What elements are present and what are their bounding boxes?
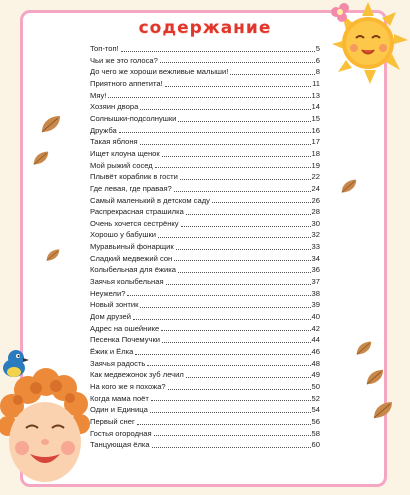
toc-dot-leader	[180, 179, 311, 180]
toc-entry-title: Хорошо у бабушки	[90, 230, 157, 240]
toc-entry	[90, 230, 320, 242]
leaf-icon	[32, 150, 50, 166]
toc-dot-leader	[162, 342, 311, 343]
toc-entry-title: Гостья огородная	[90, 428, 152, 438]
toc-entry-page: 26	[311, 195, 320, 205]
toc-entry-page: 39	[311, 300, 320, 310]
toc-dot-leader	[176, 249, 311, 250]
toc-entry	[90, 195, 320, 207]
toc-entry-title: Танцующая ёлка	[90, 440, 150, 450]
toc-dot-leader	[165, 86, 311, 87]
toc-dot-leader	[108, 97, 310, 98]
page-title: содержание	[138, 18, 272, 38]
toc-entry	[90, 171, 320, 183]
toc-entry-title: Первый снег	[90, 416, 135, 426]
toc-dot-leader	[155, 167, 311, 168]
toc-entry	[90, 299, 320, 311]
toc-entry	[90, 136, 320, 148]
toc-entry-title: Плывёт кораблик в гости	[90, 172, 178, 182]
toc-entry-title: Хозяин двора	[90, 102, 139, 112]
toc-entry-title: Адрес на ошейнике	[90, 323, 160, 333]
toc-entry-page: 44	[311, 335, 320, 345]
toc-dot-leader	[137, 424, 311, 425]
toc-dot-leader	[135, 354, 310, 355]
toc-entry	[90, 381, 320, 393]
toc-entry-page: 56	[311, 416, 320, 426]
toc-dot-leader	[162, 156, 311, 157]
toc-entry-page: 38	[311, 288, 320, 298]
toc-dot-leader	[212, 202, 311, 203]
toc-entry	[90, 183, 320, 195]
toc-entry-page: 50	[311, 382, 320, 392]
toc-dot-leader	[154, 435, 311, 436]
toc-entry-title: Приятного аппетита!	[90, 78, 163, 88]
bird-icon	[3, 350, 29, 377]
toc-dot-leader	[140, 144, 311, 145]
toc-entry-page: 60	[311, 440, 320, 450]
toc-entry-page: 18	[311, 148, 320, 158]
toc-entry-title: Мой рыжий сосед	[90, 160, 153, 170]
boy-with-bird-illustration	[0, 330, 90, 495]
toc-dot-leader	[150, 412, 311, 413]
toc-entry-page: 48	[311, 358, 320, 368]
toc-entry-title: Топ-топ!	[90, 43, 119, 53]
toc-entry	[90, 323, 320, 335]
leaf-icon	[340, 178, 358, 194]
toc-entry	[90, 125, 320, 137]
toc-dot-leader	[133, 319, 311, 320]
toc-dot-leader	[152, 447, 311, 448]
toc-entry-page: 11	[312, 78, 320, 88]
toc-entry	[90, 78, 320, 90]
toc-dot-leader	[166, 284, 311, 285]
toc-dot-leader	[140, 307, 310, 308]
toc-entry-page: 49	[311, 370, 320, 380]
toc-entry-title: Солнышки-подсолнушки	[90, 113, 177, 123]
flower-icon	[331, 3, 349, 22]
leaf-icon	[45, 248, 61, 262]
toc-entry-page: 17	[311, 137, 320, 147]
toc-entry	[90, 346, 320, 358]
toc-entry-page: 19	[311, 160, 320, 170]
toc-entry-title: Ёжик и Ёлка	[90, 347, 134, 357]
toc-entry-page: 37	[311, 277, 320, 287]
toc-entry	[90, 160, 320, 172]
toc-entry-page: 32	[311, 230, 320, 240]
toc-dot-leader	[147, 365, 310, 366]
toc-entry-title: Где левая, где правая?	[90, 183, 172, 193]
toc-entry-title: Мяу!	[90, 90, 107, 100]
toc-entry-title: Заячья радость	[90, 358, 146, 368]
toc-entry	[90, 55, 320, 67]
toc-entry	[90, 393, 320, 405]
toc-entry-page: 8	[315, 67, 320, 77]
toc-entry-title: Муравьиный фонарщик	[90, 242, 174, 252]
sun-illustration	[320, 0, 410, 85]
toc-entry-title: Как медвежонок зуб лечил	[90, 370, 184, 380]
toc-entry-page: 58	[311, 428, 320, 438]
toc-dot-leader	[174, 260, 310, 261]
toc-dot-leader	[186, 214, 311, 215]
toc-entry-title: Ищет клоуна щенок	[90, 148, 160, 158]
toc-entry	[90, 43, 320, 55]
toc-dot-leader	[186, 377, 311, 378]
toc-entry	[90, 241, 320, 253]
toc-entry-page: 33	[311, 242, 320, 252]
leaf-icon	[40, 114, 62, 134]
toc-entry-page: 16	[311, 125, 320, 135]
toc-entry	[90, 276, 320, 288]
toc-entry-title: Дом друзей	[90, 312, 132, 322]
toc-entry	[90, 264, 320, 276]
toc-entry-page: 22	[311, 172, 320, 182]
toc-entry-page: 46	[311, 347, 320, 357]
toc-dot-leader	[230, 74, 314, 75]
toc-entry-page: 14	[311, 102, 320, 112]
toc-dot-leader	[160, 62, 315, 63]
toc-entry-title: Чьи же это голоса?	[90, 55, 158, 65]
toc-dot-leader	[119, 132, 311, 133]
toc-entry-title: Когда мама поёт	[90, 393, 149, 403]
toc-entry-title: Распрекрасная страшилка	[90, 207, 184, 217]
toc-entry	[90, 404, 320, 416]
toc-entry-page: 15	[311, 113, 320, 123]
table-of-contents	[90, 43, 320, 451]
toc-entry	[90, 218, 320, 230]
toc-entry	[90, 311, 320, 323]
toc-dot-leader	[168, 389, 311, 390]
toc-entry-page: 28	[311, 207, 320, 217]
toc-dot-leader	[127, 295, 310, 296]
toc-entry-title: До чего же хороши вежливые малыши!	[90, 67, 229, 77]
toc-entry-page: 36	[311, 265, 320, 275]
toc-entry-title: Дружба	[90, 125, 117, 135]
toc-entry	[90, 428, 320, 440]
toc-dot-leader	[178, 272, 311, 273]
toc-entry-page: 54	[311, 405, 320, 415]
toc-entry-title: Колыбельная для ёжика	[90, 265, 176, 275]
toc-dot-leader	[174, 191, 311, 192]
toc-entry-page: 5	[315, 43, 320, 53]
toc-entry-page: 40	[311, 312, 320, 322]
toc-dot-leader	[121, 51, 315, 52]
toc-entry	[90, 90, 320, 102]
toc-entry	[90, 253, 320, 265]
leaf-icon	[372, 400, 394, 420]
toc-entry-title: Сладкий медвежий сон	[90, 253, 173, 263]
leaf-icon	[355, 340, 373, 356]
toc-entry	[90, 358, 320, 370]
toc-entry-page: 30	[311, 218, 320, 228]
toc-entry	[90, 148, 320, 160]
leaf-icon	[365, 368, 385, 386]
toc-entry-title: Самый маленький в детском саду	[90, 195, 210, 205]
toc-entry	[90, 439, 320, 451]
toc-entry-page: 13	[311, 90, 320, 100]
toc-dot-leader	[158, 237, 311, 238]
toc-entry-title: Очень хочется сестрёнку	[90, 218, 179, 228]
toc-entry-title: На кого же я похожа?	[90, 382, 166, 392]
toc-dot-leader	[140, 109, 310, 110]
toc-entry	[90, 66, 320, 78]
toc-entry	[90, 206, 320, 218]
toc-entry-title: Песенка Почемучки	[90, 335, 161, 345]
toc-entry	[90, 416, 320, 428]
toc-entry-title: Такая яблоня	[90, 137, 138, 147]
toc-entry-title: Заячья колыбельная	[90, 277, 164, 287]
toc-entry-page: 42	[311, 323, 320, 333]
toc-entry-page: 6	[315, 55, 320, 65]
toc-entry	[90, 334, 320, 346]
toc-entry	[90, 369, 320, 381]
toc-dot-leader	[161, 330, 310, 331]
toc-dot-leader	[178, 121, 310, 122]
toc-dot-leader	[151, 400, 311, 401]
toc-entry-title: Один и Единица	[90, 405, 148, 415]
toc-entry	[90, 101, 320, 113]
toc-entry	[90, 288, 320, 300]
toc-entry-title: Неужели?	[90, 288, 126, 298]
toc-entry	[90, 113, 320, 125]
toc-entry-page: 34	[311, 253, 320, 263]
toc-entry-page: 52	[311, 393, 320, 403]
toc-dot-leader	[181, 226, 311, 227]
toc-entry-page: 24	[311, 183, 320, 193]
toc-entry-title: Новый зонтик	[90, 300, 139, 310]
